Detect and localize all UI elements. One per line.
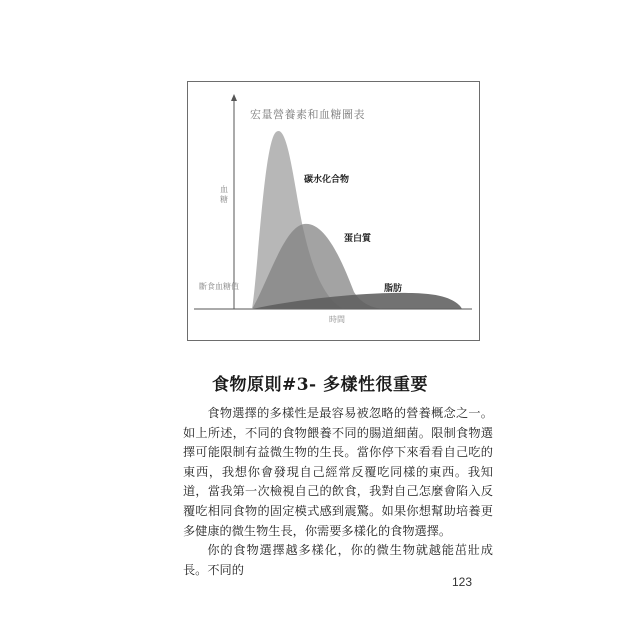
section-heading: 食物原則#3- 多樣性很重要 [211, 375, 429, 395]
paragraph: 食物選擇的多樣性是最容易被忽略的營養概念之一。如上所述，不同的食物餵養不同的腸道細菌。限制食物選擇可能限制有益微生物的生長。當你停下來看看自己吃的東西，我想你會發現自己經常反覆吃同樣的東西。我知道，當我第一次檢視自己的飲食，我對自己怎麼會陷入反覆吃相同食物的固定模式感到震驚。如果你想幫助培養更多健康的微生物生長，你需要多樣化的食物選擇。 [183, 406, 493, 538]
page-number: 123 [452, 575, 473, 589]
chart-title: 宏量營養素和血糖圖表 [250, 108, 365, 121]
fasting-baseline-label: 斷食血糖值 [199, 282, 239, 291]
paragraph: 你的食物選擇越多樣化，你的微生物就越能茁壯成長。不同的 [183, 543, 493, 577]
y-axis-label: 血糖 [220, 185, 228, 204]
protein-label: 蛋白質 [344, 234, 372, 244]
carbohydrate-label: 碳水化合物 [304, 175, 350, 185]
body-text [183, 404, 493, 580]
x-axis-label: 時間 [329, 315, 345, 324]
blood-sugar-figure [187, 81, 480, 341]
fat-label: 脂肪 [384, 284, 403, 294]
y-axis-arrow [231, 94, 237, 101]
